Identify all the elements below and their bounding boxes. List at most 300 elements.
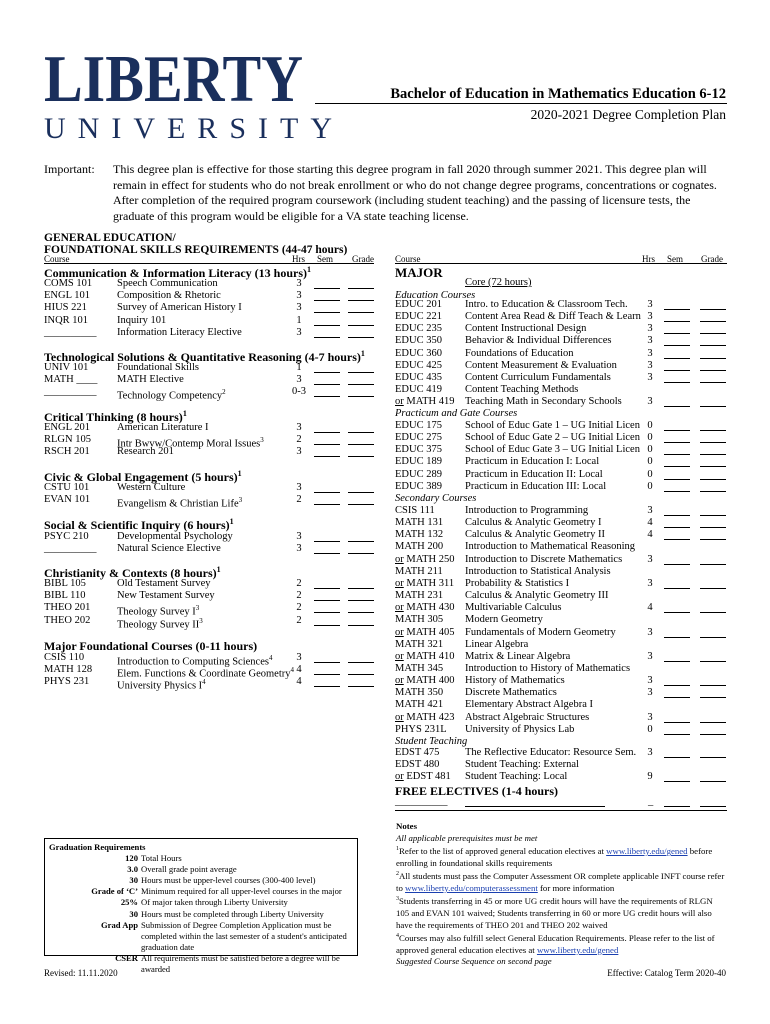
semester-blank[interactable] — [664, 612, 690, 613]
course-row — [395, 639, 727, 651]
course-title: Theology Survey $I^3$ — [117, 604, 200, 618]
course-hours: 3 — [296, 652, 302, 663]
semester-blank[interactable] — [314, 492, 340, 493]
grad-requirement-key: 120 — [125, 853, 138, 864]
grad-requirement-value: Minimum required for all upper-level courses in the major — [141, 886, 342, 897]
course-hours: 3 — [296, 446, 302, 458]
course-row — [44, 578, 374, 590]
grad-requirement — [49, 853, 353, 864]
grade-blank[interactable] — [348, 504, 374, 505]
course-row — [44, 614, 374, 631]
course-title: Student Teaching: External — [465, 759, 579, 771]
course-row — [395, 627, 727, 639]
course-title: American Literature I — [117, 422, 209, 433]
grade-blank[interactable] — [700, 637, 726, 638]
cat-major-foundational: Major Foundational Courses (0-11 hours) — [44, 639, 258, 653]
grad-requirement-key: 30 — [129, 908, 138, 919]
free-electives-heading: FREE ELECTIVES (1-4 hours) — [395, 784, 559, 798]
course-hours: 2 — [296, 494, 302, 506]
right-col-hrs: Hrs — [642, 254, 655, 264]
course-title: School of Educ Gate 3 – UG Initial Licen — [465, 444, 640, 456]
course-row — [395, 747, 727, 759]
grad-requirement-key: CSER — [115, 952, 138, 963]
course-title: Content Instructional Design — [465, 323, 587, 335]
course-hours: 4 — [296, 664, 302, 676]
page-subtitle: 2020-2021 Degree Completion Plan — [530, 107, 726, 122]
semester-blank[interactable] — [314, 432, 340, 433]
course-hours: 3 — [647, 553, 653, 565]
semester-blank[interactable] — [314, 325, 340, 326]
course-code: EDUC 350 — [395, 335, 442, 347]
free-elective-course: __________ — [395, 796, 448, 807]
course-hours: 3 — [647, 396, 653, 408]
grade-blank[interactable] — [348, 288, 374, 289]
semester-blank[interactable] — [664, 491, 690, 492]
course-title: Introduction to Statistical Analysis — [465, 565, 611, 577]
grade-blank[interactable] — [700, 588, 726, 589]
grade-blank[interactable] — [700, 309, 726, 310]
grade-blank[interactable] — [348, 541, 374, 542]
grade-blank[interactable] — [700, 757, 726, 758]
course-hours: 0 — [647, 723, 653, 735]
course-hours: 3 — [296, 278, 302, 289]
course-row — [44, 602, 374, 618]
semester-blank[interactable] — [314, 456, 340, 457]
course-title: Western Culture — [117, 482, 186, 493]
grade-blank[interactable] — [700, 430, 726, 431]
course-row — [44, 543, 374, 555]
course-title: Student Teaching: Local — [465, 771, 568, 783]
notes-block — [396, 821, 728, 968]
course-title: Introduction to Discrete Mathematics — [465, 553, 623, 565]
course-title: Introduction to Mathematical Reasoning — [465, 541, 635, 553]
course-code: MATH 421 — [395, 699, 444, 711]
note-1: $^1$Refer to the list of approved general education electives at www.liberty.edu/gened before enrolling in foundational skills requirements — [396, 846, 713, 868]
course-title: Survey of American History I — [117, 302, 242, 314]
semester-blank[interactable] — [664, 309, 690, 310]
grade-blank[interactable] — [348, 612, 374, 613]
grade-blank[interactable] — [348, 337, 374, 338]
notes-divider — [395, 810, 727, 811]
grad-requirement-key: 25% — [120, 897, 138, 908]
computer-assessment-link[interactable]: www.liberty.edu/computerassessment — [405, 882, 538, 893]
course-row — [395, 505, 727, 517]
grade-blank[interactable] — [700, 454, 726, 455]
grad-requirement-value: Of major taken through Liberty University — [141, 897, 288, 908]
semester-blank[interactable] — [314, 600, 340, 601]
course-hours: 3 — [296, 482, 302, 493]
course-code: or MATH 405 — [395, 626, 455, 638]
course-hours: 4 — [647, 517, 653, 529]
course-row — [395, 299, 727, 311]
free-elective-sem-line — [664, 806, 690, 807]
sub-education-courses: Education Courses — [395, 290, 476, 301]
course-title: Multivariable Calculus — [465, 602, 562, 614]
course-row — [395, 590, 727, 602]
course-code: EDUC 419 — [395, 384, 442, 396]
semester-blank[interactable] — [664, 370, 690, 371]
semester-blank[interactable] — [314, 396, 340, 397]
course-title: Practicum in Education II: Local — [465, 468, 603, 480]
course-code: MATH 211 — [395, 565, 443, 577]
grade-blank[interactable] — [348, 372, 374, 373]
course-hours: 3 — [647, 711, 653, 723]
course-code: MATH 132 — [395, 529, 444, 541]
grade-blank[interactable] — [348, 625, 374, 626]
grade-blank[interactable] — [700, 491, 726, 492]
course-code: or MATH 419 — [395, 396, 455, 408]
grade-blank[interactable] — [700, 333, 726, 334]
course-title: Old Testament Survey — [117, 578, 211, 589]
course-row — [44, 482, 374, 494]
grad-requirement-key: 30 — [129, 875, 138, 886]
course-code: INQR 101 — [44, 314, 89, 326]
left-col-course: Course — [44, 254, 70, 264]
course-title: Developmental Psychology — [117, 531, 233, 542]
semester-blank[interactable] — [664, 564, 690, 565]
course-code: EDUC 425 — [395, 359, 442, 371]
semester-blank[interactable] — [664, 734, 690, 735]
semester-blank[interactable] — [664, 637, 690, 638]
course-code: __________ — [44, 386, 97, 398]
course-row — [395, 614, 727, 626]
liberty-logo-university: UNIVERSITY — [44, 112, 344, 145]
semester-blank[interactable] — [314, 337, 340, 338]
footer-revised: Revised: 11.11.2020 — [44, 968, 118, 978]
semester-blank[interactable] — [314, 312, 340, 313]
course-hours: 3 — [647, 311, 653, 323]
grade-blank[interactable] — [700, 734, 726, 735]
semester-blank[interactable] — [664, 515, 690, 516]
grade-blank[interactable] — [700, 697, 726, 698]
course-row — [395, 444, 727, 456]
course-code: MATH 350 — [395, 687, 444, 699]
course-row — [395, 578, 727, 590]
footer-effective: Effective: Catalog Term 2020-40 — [607, 968, 726, 978]
course-row — [395, 759, 727, 771]
grad-requirement-value: Submission of Degree Completion Application must be completed within the last semester of a student's anticipated graduation date — [141, 919, 347, 952]
course-code: or MATH 400 — [395, 675, 455, 687]
course-row — [44, 494, 374, 510]
grad-requirement — [49, 886, 353, 897]
grade-blank[interactable] — [700, 382, 726, 383]
course-code: UNIV 101 — [44, 362, 89, 373]
course-code: or MATH 430 — [395, 602, 455, 614]
course-code: RSCH 201 — [44, 446, 90, 458]
course-title: Abstract Algebraic Structures — [465, 711, 590, 723]
course-hours: 0 — [647, 432, 653, 444]
course-title: Speech Communication — [117, 278, 218, 289]
course-row — [395, 335, 727, 347]
course-code: MATH ____ — [44, 374, 98, 386]
grade-blank[interactable] — [348, 492, 374, 493]
semester-blank[interactable] — [314, 541, 340, 542]
grade-blank[interactable] — [348, 300, 374, 301]
course-row — [395, 541, 727, 553]
course-row — [44, 664, 374, 680]
course-code: EDUC 175 — [395, 420, 442, 431]
course-code: MATH 231 — [395, 590, 444, 602]
course-hours: 0 — [647, 480, 653, 492]
semester-blank[interactable] — [664, 466, 690, 467]
course-hours: 0 — [647, 420, 653, 431]
semester-blank[interactable] — [664, 358, 690, 359]
semester-blank[interactable] — [664, 382, 690, 383]
semester-blank[interactable] — [314, 288, 340, 289]
course-title: Evangelism & Christian Life$^3$ — [117, 496, 243, 510]
grade-blank[interactable] — [700, 358, 726, 359]
cat-communication: Communication & Information Literacy (13 hours)$^1$ — [44, 265, 311, 280]
course-hours: 3 — [647, 299, 653, 310]
grade-blank[interactable] — [348, 588, 374, 589]
page-title: Bachelor of Education in Mathematics Education 6-12 — [390, 86, 726, 102]
course-code: or MATH 250 — [395, 553, 455, 565]
course-title: Practicum in Education I: Local — [465, 456, 600, 468]
course-row — [395, 663, 727, 675]
gen-ed-heading-1: GENERAL EDUCATION/ — [44, 232, 176, 244]
semester-blank[interactable] — [664, 661, 690, 662]
course-code: EDUC 435 — [395, 371, 442, 383]
course-code: MATH 305 — [395, 614, 444, 626]
course-title: Calculus & Analytic Geometry II — [465, 529, 605, 541]
course-title: School of Educ Gate 2 – UG Initial Licen — [465, 432, 640, 444]
grade-blank[interactable] — [700, 515, 726, 516]
left-col-rule — [44, 263, 374, 264]
semester-blank[interactable] — [314, 444, 340, 445]
course-hours: 1 — [296, 314, 302, 326]
grade-blank[interactable] — [700, 685, 726, 686]
major-heading: MAJOR — [395, 265, 443, 280]
course-row — [44, 374, 374, 386]
course-code: MATH 345 — [395, 662, 444, 674]
course-title: Intro. to Education & Classroom Tech. — [465, 299, 628, 310]
course-title: School of Educ Gate 1 – UG Initial Licen — [465, 420, 640, 431]
grade-blank[interactable] — [700, 539, 726, 540]
semester-blank[interactable] — [664, 333, 690, 334]
grade-blank[interactable] — [700, 370, 726, 371]
grade-blank[interactable] — [700, 661, 726, 662]
semester-blank[interactable] — [664, 781, 690, 782]
course-title: Intr Bwvw/Contemp Moral Issues$^3$ — [117, 436, 264, 450]
right-col-course: Course — [395, 254, 421, 264]
semester-blank[interactable] — [664, 345, 690, 346]
grade-blank[interactable] — [348, 444, 374, 445]
cat-critical-thinking: Critical Thinking (8 hours)$^1$ — [44, 409, 187, 424]
course-title: University Physics $I^4$ — [117, 678, 206, 692]
semester-blank[interactable] — [314, 504, 340, 505]
grade-blank[interactable] — [348, 553, 374, 554]
course-row — [44, 434, 374, 450]
course-hours: 3 — [647, 505, 653, 516]
grade-blank[interactable] — [348, 325, 374, 326]
gened-link-2[interactable]: www.liberty.edu/gened — [536, 944, 619, 955]
right-col-rule — [395, 263, 727, 264]
grade-blank[interactable] — [700, 406, 726, 407]
course-hours: 0 — [647, 456, 653, 468]
grad-requirement-key: Grade of ‘C’ — [91, 886, 138, 897]
course-title: Teaching Math in Secondary Schools — [465, 396, 622, 408]
course-title: Content Area Read & Diff Teach & Learn — [465, 311, 641, 323]
cat-social: Social & Scientific Inquiry (6 hours)$^1$ — [44, 517, 234, 532]
grade-blank[interactable] — [348, 384, 374, 385]
grade-blank[interactable] — [700, 479, 726, 480]
course-hours: 0 — [647, 468, 653, 480]
course-title: Matrix & Linear Algebra — [465, 650, 571, 662]
course-title: Linear Algebra — [465, 638, 529, 650]
course-row — [395, 348, 727, 360]
course-row — [395, 456, 727, 468]
semester-blank[interactable] — [314, 588, 340, 589]
grade-blank[interactable] — [700, 345, 726, 346]
semester-blank[interactable] — [664, 321, 690, 322]
course-code: EDST 475 — [395, 747, 440, 758]
course-row — [44, 362, 374, 374]
course-title: Practicum in Education III: Local — [465, 480, 607, 492]
course-code: CSIS 110 — [44, 652, 85, 663]
semester-blank[interactable] — [664, 430, 690, 431]
semester-blank[interactable] — [314, 686, 340, 687]
course-row — [395, 651, 727, 663]
course-code: ENGL 101 — [44, 290, 90, 302]
grade-blank[interactable] — [700, 722, 726, 723]
course-code: MATH 131 — [395, 517, 444, 529]
grad-title: Graduation Requirements — [49, 842, 146, 852]
note-3: $^3$Students transferring in 45 or more UG credit hours will have the requirements of RLGN 105 and EVAN 101 waived; Students transferring in 60 or more UG credit hours will also have the requirements of THEO 201 and THEO 202 waived — [396, 896, 713, 930]
course-row — [395, 675, 727, 687]
course-title: Content Curriculum Fundamentals — [465, 371, 611, 383]
course-hours: 9 — [647, 771, 653, 783]
grade-blank[interactable] — [700, 527, 726, 528]
free-elective-grade-line — [700, 806, 726, 807]
course-title: Discrete Mathematics — [465, 687, 557, 699]
semester-blank[interactable] — [664, 479, 690, 480]
course-code: CSTU 101 — [44, 482, 90, 493]
course-code: RLGN 105 — [44, 434, 91, 446]
course-row — [44, 652, 374, 668]
grade-blank[interactable] — [348, 396, 374, 397]
grade-blank[interactable] — [700, 564, 726, 565]
grade-blank[interactable] — [700, 781, 726, 782]
semester-blank[interactable] — [664, 697, 690, 698]
free-elective-hrs: _ — [648, 796, 654, 807]
course-row — [395, 687, 727, 699]
semester-blank[interactable] — [664, 757, 690, 758]
course-code: PSYC 210 — [44, 531, 89, 542]
cat-technological: Technological Solutions & Quantitative Reasoning (4-7 hours)$^1$ — [44, 349, 365, 364]
grad-requirement-value: Overall grade point average — [141, 864, 237, 875]
grade-blank[interactable] — [348, 674, 374, 675]
semester-blank[interactable] — [664, 722, 690, 723]
grade-blank[interactable] — [348, 600, 374, 601]
course-row — [44, 590, 374, 602]
course-code: EDUC 201 — [395, 299, 442, 310]
semester-blank[interactable] — [664, 539, 690, 540]
semester-blank[interactable] — [664, 454, 690, 455]
semester-blank[interactable] — [314, 384, 340, 385]
grade-blank[interactable] — [348, 312, 374, 313]
semester-blank[interactable] — [664, 685, 690, 686]
core-heading: Core (72 hours) — [465, 277, 532, 288]
course-code: or MATH 410 — [395, 650, 455, 662]
course-hours: 0 — [647, 444, 653, 456]
course-hours: 3 — [296, 531, 302, 542]
grade-blank[interactable] — [700, 466, 726, 467]
course-hours: 3 — [647, 577, 653, 589]
grade-blank[interactable] — [348, 432, 374, 433]
course-row — [395, 396, 727, 408]
course-row — [395, 517, 727, 529]
course-hours: 1 — [296, 362, 302, 373]
cat-civic: Civic & Global Engagement (5 hours)$^1$ — [44, 469, 242, 484]
grade-blank[interactable] — [700, 321, 726, 322]
semester-blank[interactable] — [314, 300, 340, 301]
grade-blank[interactable] — [348, 686, 374, 687]
course-title: Calculus & Analytic Geometry I — [465, 517, 602, 529]
semester-blank[interactable] — [664, 442, 690, 443]
semester-blank[interactable] — [314, 674, 340, 675]
course-hours: 0-3 — [292, 386, 306, 398]
course-row — [395, 469, 727, 481]
right-col-grade: Grade — [701, 254, 723, 264]
course-hours: 3 — [296, 422, 302, 433]
course-row — [395, 699, 727, 711]
left-col-sem: Sem — [317, 254, 334, 264]
course-row — [44, 676, 374, 692]
grad-requirement — [49, 920, 353, 953]
grade-blank[interactable] — [700, 612, 726, 613]
course-row — [44, 278, 374, 290]
gened-link[interactable]: www.liberty.edu/gened — [606, 846, 688, 857]
course-title: Introduction to Programming — [465, 505, 589, 516]
semester-blank[interactable] — [314, 662, 340, 663]
course-title: Calculus & Analytic Geometry III — [465, 590, 609, 602]
course-title: Probability & Statistics I — [465, 577, 570, 589]
semester-blank[interactable] — [314, 553, 340, 554]
title-rule — [315, 103, 727, 104]
course-title: Composition & Rhetoric — [117, 290, 221, 302]
grad-requirement — [49, 864, 353, 875]
free-elective-title-line — [465, 806, 605, 807]
course-title: Theology Survey $II^3$ — [117, 616, 203, 631]
grad-rows — [49, 853, 353, 975]
course-title: MATH Elective — [117, 374, 184, 386]
course-hours: 3 — [296, 326, 302, 338]
grade-blank[interactable] — [348, 456, 374, 457]
course-row — [44, 531, 374, 543]
course-row — [395, 360, 727, 372]
grad-requirement-key: 3.0 — [127, 864, 138, 875]
semester-blank[interactable] — [314, 625, 340, 626]
course-hours: 4 — [647, 602, 653, 614]
grade-blank[interactable] — [348, 662, 374, 663]
semester-blank[interactable] — [664, 527, 690, 528]
semester-blank[interactable] — [664, 588, 690, 589]
course-code: EVAN 101 — [44, 494, 91, 506]
course-title: Technology Competency$^2$ — [117, 388, 226, 402]
semester-blank[interactable] — [314, 612, 340, 613]
course-row — [44, 386, 374, 402]
course-hours: 3 — [296, 543, 302, 555]
grade-blank[interactable] — [700, 442, 726, 443]
course-code: ENGL 201 — [44, 422, 90, 433]
semester-blank[interactable] — [664, 406, 690, 407]
course-hours: 2 — [296, 434, 302, 446]
course-code: MATH 321 — [395, 638, 444, 650]
semester-blank[interactable] — [314, 372, 340, 373]
important-label: Important: — [44, 162, 95, 176]
course-hours: 2 — [296, 602, 302, 614]
grad-requirement-value: Hours must be upper-level courses (300-400 level) — [141, 875, 316, 886]
